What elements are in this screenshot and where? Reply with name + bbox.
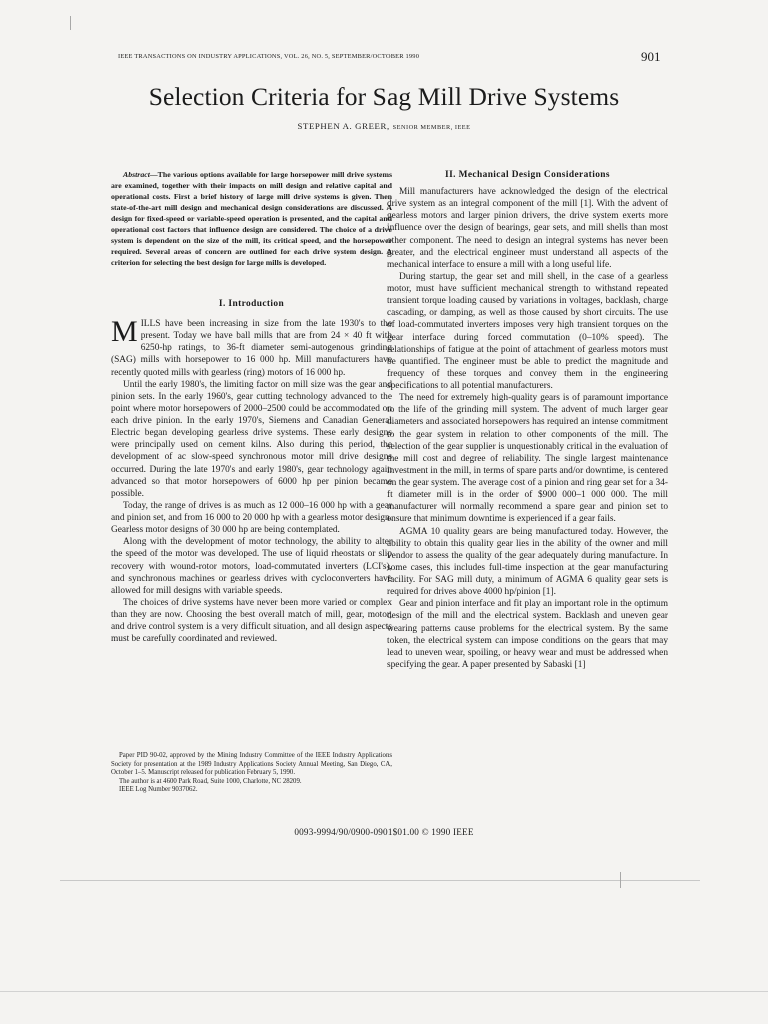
abstract-lead: Abstract— bbox=[123, 170, 158, 179]
mechanical-design-body bbox=[387, 186, 668, 671]
running-header: IEEE TRANSACTIONS ON INDUSTRY APPLICATIONS, VOL. 26, NO. 5, SEPTEMBER/OCTOBER 1990 bbox=[118, 53, 420, 60]
author-role: SENIOR MEMBER, IEEE bbox=[392, 124, 471, 131]
scan-mark bbox=[0, 991, 768, 992]
abstract bbox=[111, 170, 392, 269]
scan-mark bbox=[620, 872, 621, 888]
paragraph: AGMA 10 quality gears are being manufactured today. However, the ability to obtain this quality gear lies in the ability of the owner and mill vendor to assess the quality of the gear adequately during manufacture. In some cases, this includes full-time inspection at the gear manufacturing facility. For SAG mill duty, a minimum of AGMA 6 quality gear sets is required for drives above 4000 hp/pinion [1]. bbox=[387, 526, 668, 598]
paragraph: The choices of drive systems have never been more varied or complex than they are now. Choosing the best overall match of mill, gear, motor, and drive control system is a very difficult situation, and all design aspects must be carefully coordinated and reviewed. bbox=[111, 597, 392, 645]
scan-mark bbox=[70, 16, 71, 30]
author-name: STEPHEN A. GREER, bbox=[297, 121, 390, 131]
footnote bbox=[111, 752, 392, 795]
paragraph: During startup, the gear set and mill shell, in the case of a gearless motor, must have sufficient mechanical strength to withstand repeated transient torque loading caused by variations in voltages, backlash, charge cascading, or damping, as well as those caused by short circuits. The use of load-commutated inverters imposes very high transient torques on the gear interface during forced commutation (0–10% speed). The relationships of fatigue at the point of attachment of gearless motors must be quantified. The engineer must be able to predict the magnitude and frequency of these torques and convey them in the engineering specifications to all potential manufacturers. bbox=[387, 271, 668, 391]
section-heading-introduction: I. Introduction bbox=[218, 299, 285, 309]
section-heading-mechanical-design: II. Mechanical Design Considerations bbox=[445, 170, 610, 180]
paper-title: Selection Criteria for Sag Mill Drive Systems bbox=[148, 82, 620, 111]
scan-mark bbox=[60, 880, 700, 881]
drop-cap: M bbox=[111, 315, 138, 348]
footnote-paragraph: The author is at 4600 Park Road, Suite 1000, Charlotte, NC 28209. bbox=[119, 777, 302, 785]
introduction-body bbox=[111, 315, 392, 645]
footnote-paragraph: IEEE Log Number 9037062. bbox=[119, 786, 198, 794]
footnote-paragraph: Paper PID 90-02, approved by the Mining Industry Committee of the IEEE Industry Applications Society for presentation at the 1989 Industry Applications Society Annual Meeting, San Diego, CA, October 1–5. Manuscript released for publication February 5, 1990. bbox=[111, 752, 392, 777]
paragraph: The need for extremely high-quality gears is of paramount importance to the life of the grinding mill system. The advent of much larger gear diameters and associated horsepowers has required an intense commitment to the gear system in relation to other components of the mill. The selection of the gear supplier is unquestionably critical in the evaluation of the mill cost and degree of reliability. The single largest maintenance investment in the mill, in terms of spare parts and/or downtime, is centered on the gear system. The average cost of a pinion and ring gear set for a 34-ft diameter mill is in the order of $900 000–1 000 000. The mill manufacturer will normally recommend a spare gear and pinion set to ensure that minimum downtime is experienced if a gear fails. bbox=[387, 393, 668, 525]
paragraph: Gear and pinion interface and fit play an important role in the optimum design of the mill and the electrical system. Backlash and uneven gear wearing patterns cause problems for the electrical system. By the same token, the electrical system can impose conditions on the gears that may lead to uneven wear, spoiling, or heavy wear and must be addressed when specifying the gear. A paper presented by Sabaski [1] bbox=[387, 599, 668, 670]
author-line bbox=[150, 121, 618, 131]
paragraph-text: ILLS have been increasing in size from the late 1930's to the present. Today we have ball mills that are from 24 × 40 ft with 6250-hp ratings, to 36-ft diameter semi-autogenous grinding (SAG) mills with horsepower to 16 000 hp. Mill manufacturers have recently quoted mills with gearless (ring) motors of 16 000 hp. bbox=[111, 319, 392, 378]
page-number: 901 bbox=[641, 49, 661, 64]
paragraph bbox=[111, 315, 392, 379]
copyright-line: 0093-9994/90/0900-0901$01.00 © 1990 IEEE bbox=[294, 827, 474, 837]
paragraph: Mill manufacturers have acknowledged the design of the electrical drive system as an integral component of the mill [1]. With the advent of gearless motors and larger pinion drivers, the drive system exerts more influence over the design of bearings, gear sets, and mill shells than most other component. The need to design an integral systems has never been greater, and the electrical engineer must understand all aspects of the mechanical interface to ensure a mill with a long useful life. bbox=[387, 187, 668, 270]
paragraph: Today, the range of drives is as much as 12 000–16 000 hp with a gear and pinion set, and from 16 000 to 20 000 hp with a gearless motor design. Gearless motor designs of 30 000 hp are being contemplated. bbox=[111, 500, 392, 536]
abstract-text: The various options available for large horsepower mill drive systems are examined, together with their impacts on mill design and relative capital and operational costs. First a brief history of large mill drive systems is given. Then state-of-the-art mill design and mechanical design considerations are discussed. A design for fixed-speed or variable-speed operation is presented, and the capital and operational cost factors that influence design are considered. The choice of a drive system is dependent on the size of the mill, its critical speed, and the horsepower required. Several areas of concern are outlined for each drive system design. A criterion for selecting the best design for large mills is developed. bbox=[111, 170, 392, 267]
paragraph: Along with the development of motor technology, the ability to alter the speed of the motor was developed. The use of liquid rheostats or slip recovery with wound-rotor motors, load-commutated inverters (LCI's), and synchronous machines or gearless drives with cycloconverters have allowed for mill designs with variable speeds. bbox=[111, 537, 392, 596]
paragraph: Until the early 1980's, the limiting factor on mill size was the gear and pinion sets. In the early 1960's, gear cutting technology advanced to the point where motor horsepowers of 2000–2500 could be accommodated on each drive pinion. In the early 1970's, Siemens and Canadian General Electric began developing gearless drive systems. These early designs were principally used on cement kilns. Also during this period, the development of ac slow-speed synchronous motor mill drive designs occurred. During the late 1970's and early 1980's, gear technology again advanced so that motor horsepowers of 6000 hp per pinion became possible. bbox=[111, 379, 392, 499]
